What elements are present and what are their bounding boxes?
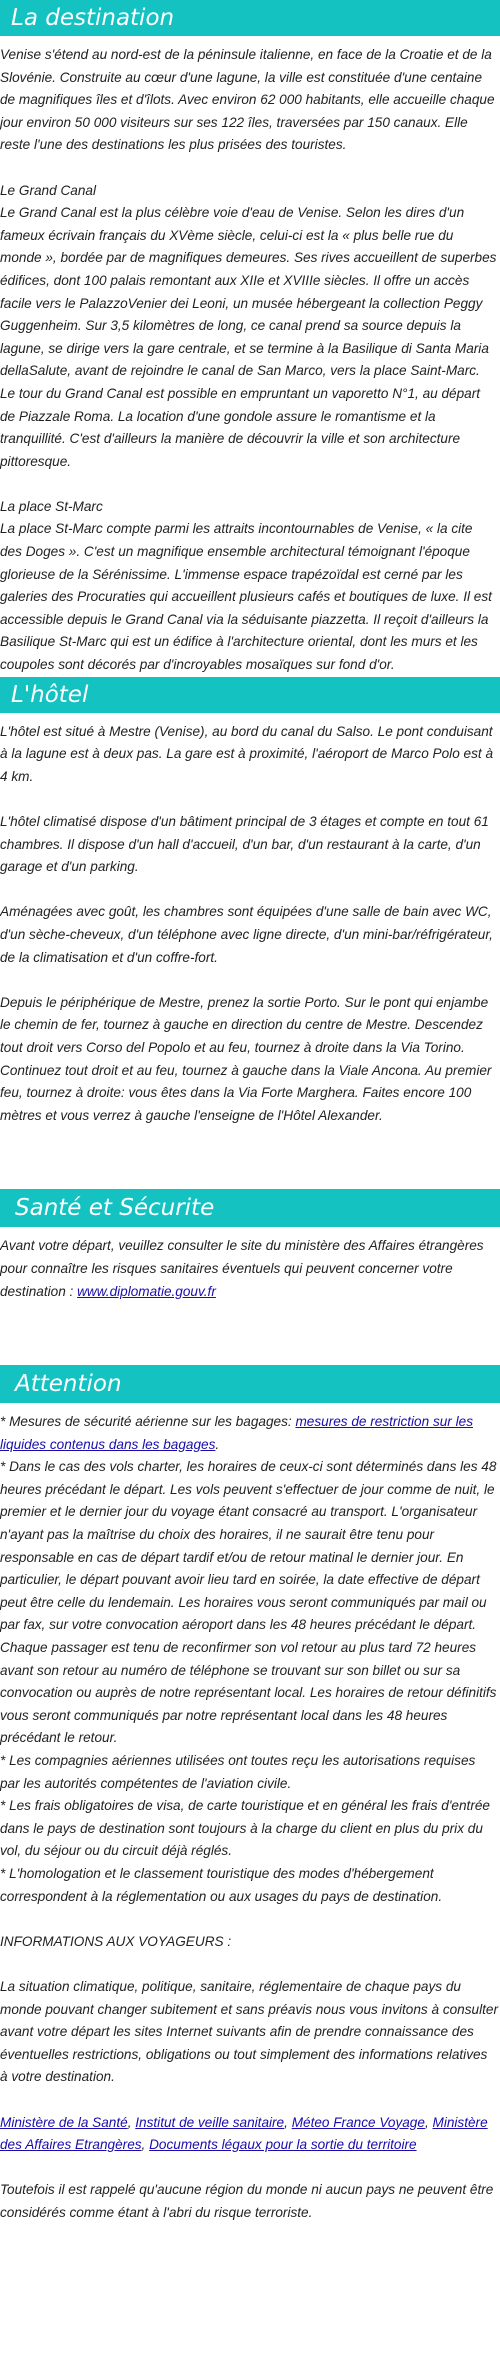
travelers-info-title: INFORMATIONS AUX VOYAGEURS : xyxy=(0,1933,232,1949)
link-separator: , xyxy=(284,2114,292,2130)
hotel-location: L'hôtel est situé à Mestre (Venise), au bord du canal du Salso. Le pont conduisant à la lagune est à deux pas. La gare est à proximité, l'aéroport de Marco Polo est à 4 km. xyxy=(0,723,494,784)
hotel-facilities: L'hôtel climatisé dispose d'un bâtiment principal de 3 étages et compte en tout 61 chambres. Il dispose d'un hall d'accueil, d'un bar, d'un restaurant à la carte, d'un garage et d'un parking. xyxy=(0,814,489,875)
grand-canal-text: Le Grand Canal est la plus célèbre voie d'eau de Venise. Selon les dires d'un fameux écrivain français du XVème siècle, celui-ci est la « plus belle rue du monde », bordée par de magnifiques demeures. Ses rives accueillent de superbes édifices, dont 100 palais remontant aux XIIe et XVIIIe siècles. Il offre un accès facile vers le PalazzoVenier dei Leoni, un musée hébergeant la collection Peggy Guggenheim. Sur 3,5 kilomètres de long, ce canal prend sa source depuis la lagune, se dirige vers la gare centrale, et se termine à la Basilique di Santa Maria dellaSalute, avant de rejoindre le canal de San Marco, vers la place Saint-Marc. Le tour du Grand Canal est possible en empruntant un vaporetto N°1, au départ de Piazzale Roma. La location d'une gondole assure le romantisme et la tranquillité. C'est d'ailleurs la manière de découvrir la ville et son architecture pittoresque. xyxy=(0,205,497,469)
meteo-france-link[interactable]: Méteo France Voyage xyxy=(291,2114,425,2130)
hotel-rooms: Aménagées avec goût, les chambres sont équipées d'une salle de bain avec WC, d'un sèche-cheveux, d'un téléphone avec ligne directe, d'un mini-bar/réfrigérateur, de la climatisation et d'un coffre-fort. xyxy=(0,904,493,965)
diplomatie-link[interactable]: www.diplomatie.gouv.fr xyxy=(77,1283,216,1299)
travelers-info-text: La situation climatique, politique, sanitaire, réglementaire de chaque pays du monde pouvant changer subitement et sans préavis nous vous invitons à consulter avant votre départ les sites Internet suivants afin de prendre connaissance des éventuelles restrictions, obligations ou tout simplement des informations relatives à votre destination. xyxy=(0,1978,498,2085)
destination-content xyxy=(0,36,500,677)
ministere-sante-link[interactable]: Ministère de la Santé xyxy=(0,2114,128,2130)
health-text-body: Avant votre départ, veuillez consulter le site du ministère des Affaires étrangères pour connaître les risques sanitaires éventuels qui peuvent concerner votre destination : xyxy=(0,1238,484,1299)
destination-intro: Venise s'étend au nord-est de la péninsule italienne, en face de la Croatie et de la Slovénie. Construite au cœur d'une lagune, la ville est constituée d'une centaine de magnifiques îles et d'îlots. Avec environ 62 000 habitants, elle accueille chaque jour environ 50 000 visiteurs sur ses 122 îles, traversées par 150 canaux. Elle reste l'une des destinations les plus prisées des touristes. xyxy=(0,47,495,153)
attention-content xyxy=(0,1403,500,2224)
section-header-health xyxy=(0,1189,500,1227)
charter-flights-text: * Dans le cas des vols charter, les horaires de ceux-ci sont déterminés dans les 48 heures précédant le départ. Les vols peuvent s'effectuer de jour comme de nuit, le premier et le dernier jour du voyage étant consacré au transport. L'organisateur n'ayant pas la maîtrise du choix des horaires, il ne saurait être tenu pour responsable en cas de départ tardif et/ou de retour matinal le dernier jour. En particulier, le départ pouvant avoir lieu tard en soirée, la date effective de départ peut être celle du lendemain. Les horaires vous seront communiqués par mail ou par fax, sur votre convocation aéroport dans les 48 heures précédant le départ. Chaque passager est tenu de reconfirmer son vol retour au plus tard 72 heures avant son retour au numéro de téléphone se trouvant sur son billet ou sur sa convocation ou auprès de notre représentant local. Les horaires de retour définitifs vous seront communiqués par notre représentant local dans les 48 heures précédant le retour. xyxy=(0,1459,497,1746)
homologation-text: * L'homologation et le classement touristique des modes d'hébergement correspondent à la réglementation ou aux usages du pays de destination. xyxy=(0,1865,443,1904)
documents-legaux-link[interactable]: Documents légaux pour la sortie du territoire xyxy=(149,2137,417,2153)
section-header-attention xyxy=(0,1365,500,1403)
section-header-hotel xyxy=(0,677,500,713)
link-separator: , xyxy=(424,2114,433,2130)
affaires-etrangeres-link[interactable]: Ministère des Affaires Etrangères xyxy=(0,2114,488,2153)
link-separator: , xyxy=(127,2114,136,2130)
health-title: Santé et Sécurite xyxy=(15,1195,215,1222)
place-text: La place St-Marc compte parmi les attraits incontournables de Venise, « la cite des Doges ». C'est un magnifique ensemble architectural témoignant l'époque glorieuse de la Sérénissime. L'immense espace trapézoïdal est cerné par les galeries des Procuraties qui accueillent plusieurs cafés et boutiques de luxe. Il est accessible depuis le Grand Canal via la séduisante piazzetta. Il reçoit d'ailleurs la Basilique St-Marc qui est un édifice à l'architecture oriental, dont les murs et les coupoles sont décorés par d'incroyables mosaïques sur fond d'or. xyxy=(0,521,492,673)
fees-text: * Les frais obligatoires de visa, de carte touristique et en général les frais d'entrée dans le pays de destination sont toujours à la charge du client en plus du prix du vol, du séjour ou du circuit déjà réglés. xyxy=(0,1798,490,1859)
hotel-title: L'hôtel xyxy=(11,681,89,708)
terrorism-notice: Toutefois il est rappelé qu'aucune région du monde ni aucun pays ne peuvent être considérés comme étant à l'abri du risque terroriste. xyxy=(0,2182,494,2220)
baggage-prefix: * Mesures de sécurité aérienne sur les bagages: xyxy=(0,1414,296,1430)
destination-title: La destination xyxy=(11,5,175,31)
liquids-restriction-link[interactable]: mesures de restriction sur les liquides contenus dans les bagages xyxy=(0,1414,473,1452)
baggage-suffix: . xyxy=(215,1436,220,1452)
health-content xyxy=(0,1227,500,1303)
airlines-text: * Les compagnies aériennes utilisées ont toutes reçu les autorisations requises par les autorités compétentes de l'aviation civile. xyxy=(0,1753,476,1791)
veille-sanitaire-link[interactable]: Institut de veille sanitaire xyxy=(135,2114,285,2130)
hotel-directions: Depuis le périphérique de Mestre, prenez la sortie Porto. Sur le pont qui enjambe le chemin de fer, tournez à gauche en direction du centre de Mestre. Descendez tout droit vers Corso del Popolo et au feu, tournez à droite dans la Via Torino. Continuez tout droit et au feu, tournez à gauche dans la Viale Ancona. Au premier feu, tournez à droite: vous êtes dans la Via Forte Marghera. Faites encore 100 mètres et vous verrez à gauche l'enseigne de l'Hôtel Alexander. xyxy=(0,994,492,1123)
hotel-content xyxy=(0,713,500,1128)
section-header-destination xyxy=(0,0,500,36)
grand-canal-title: Le Grand Canal xyxy=(0,182,96,198)
place-title: La place St-Marc xyxy=(0,498,103,514)
health-text xyxy=(0,1235,498,1303)
attention-title: Attention xyxy=(15,1371,122,1398)
resource-links xyxy=(0,2112,498,2157)
link-separator: , xyxy=(141,2137,150,2153)
baggage-rule xyxy=(0,1411,498,1456)
